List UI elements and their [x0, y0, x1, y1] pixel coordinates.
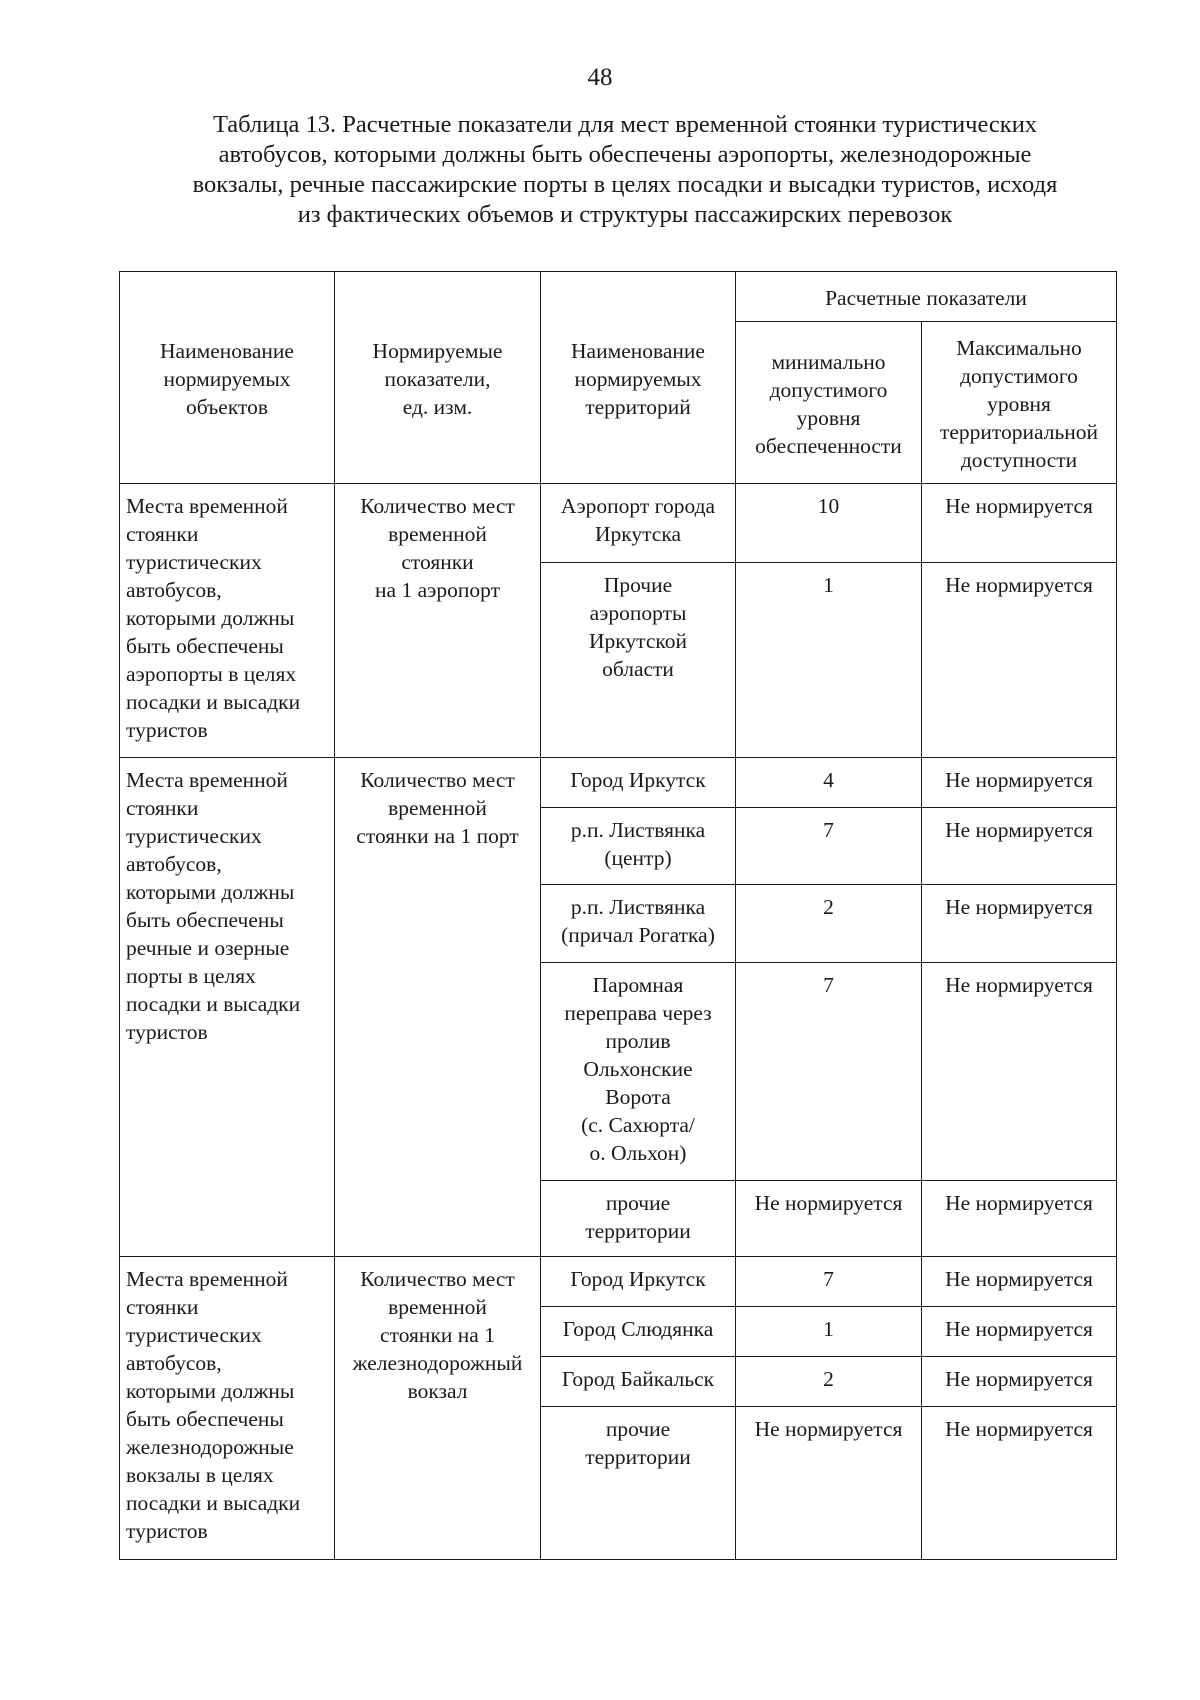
object-cell: Места временной стоянки туристических автобусов, которыми должны быть обеспечены аэропорты в целях посадки и высадки туристов — [120, 484, 335, 758]
min-cell: 7 — [736, 963, 922, 1181]
header-calculated: Расчетные показатели — [736, 272, 1117, 322]
territory-cell: Город Байкальск — [541, 1357, 736, 1407]
min-cell: 1 — [736, 1307, 922, 1357]
max-cell: Не нормируется — [922, 963, 1117, 1181]
min-cell: Не нормируется — [736, 1407, 922, 1560]
header-min: минимально допустимого уровня обеспеченности — [736, 322, 922, 484]
max-cell: Не нормируется — [922, 1257, 1117, 1307]
object-cell: Места временной стоянки туристических автобусов, которыми должны быть обеспечены железнодорожные вокзалы в целях посадки и высадки туристов — [120, 1257, 335, 1560]
min-cell: 2 — [736, 1357, 922, 1407]
header-territories: Наименование нормируемых территорий — [541, 272, 736, 484]
max-cell: Не нормируется — [922, 484, 1117, 563]
table-row — [120, 1257, 1117, 1307]
territory-cell: Город Иркутск — [541, 758, 736, 808]
territory-cell: прочие территории — [541, 1181, 736, 1257]
territory-cell: Паромная переправа через пролив Ольхонские Ворота (с. Сахюрта/ о. Ольхон) — [541, 963, 736, 1181]
object-cell: Места временной стоянки туристических автобусов, которыми должны быть обеспечены речные и озерные порты в целях посадки и высадки туристов — [120, 758, 335, 1257]
max-cell: Не нормируется — [922, 758, 1117, 808]
indicator-cell: Количество мест временной стоянки на 1 аэропорт — [335, 484, 541, 758]
territory-cell: р.п. Листвянка (причал Рогатка) — [541, 885, 736, 963]
max-cell: Не нормируется — [922, 1357, 1117, 1407]
max-cell: Не нормируется — [922, 563, 1117, 758]
min-cell: 4 — [736, 758, 922, 808]
max-cell: Не нормируется — [922, 1181, 1117, 1257]
max-cell: Не нормируется — [922, 1407, 1117, 1560]
territory-cell: Город Иркутск — [541, 1257, 736, 1307]
min-cell: 2 — [736, 885, 922, 963]
territory-cell: прочие территории — [541, 1407, 736, 1560]
max-cell: Не нормируется — [922, 808, 1117, 885]
max-cell: Не нормируется — [922, 1307, 1117, 1357]
territory-cell: Прочие аэропорты Иркутской области — [541, 563, 736, 758]
min-cell: Не нормируется — [736, 1181, 922, 1257]
page-number: 48 — [587, 64, 613, 91]
header-objects: Наименование нормируемых объектов — [120, 272, 335, 484]
table-title: Таблица 13. Расчетные показатели для мест временной стоянки туристических автобусов, которыми должны быть обеспечены аэропорты, железнодорожные вокзалы, речные пассажирские порты в целях посадки и высадки туристов, исходя из фактических объемов и структуры пассажирских перевозок — [192, 111, 1058, 228]
territory-cell: Аэропорт города Иркутска — [541, 484, 736, 563]
indicator-cell: Количество мест временной стоянки на 1 порт — [335, 758, 541, 1257]
header-max: Максимально допустимого уровня территориальной доступности — [922, 322, 1117, 484]
min-cell: 7 — [736, 808, 922, 885]
territory-cell: р.п. Листвянка (центр) — [541, 808, 736, 885]
min-cell: 1 — [736, 563, 922, 758]
table-row — [120, 484, 1117, 563]
header-row — [120, 272, 1117, 322]
standards-table — [119, 271, 1117, 1560]
table-row — [120, 758, 1117, 808]
max-cell: Не нормируется — [922, 885, 1117, 963]
min-cell: 10 — [736, 484, 922, 563]
territory-cell: Город Слюдянка — [541, 1307, 736, 1357]
min-cell: 7 — [736, 1257, 922, 1307]
indicator-cell: Количество мест временной стоянки на 1 железнодорожный вокзал — [335, 1257, 541, 1560]
header-indicators: Нормируемые показатели, ед. изм. — [335, 272, 541, 484]
